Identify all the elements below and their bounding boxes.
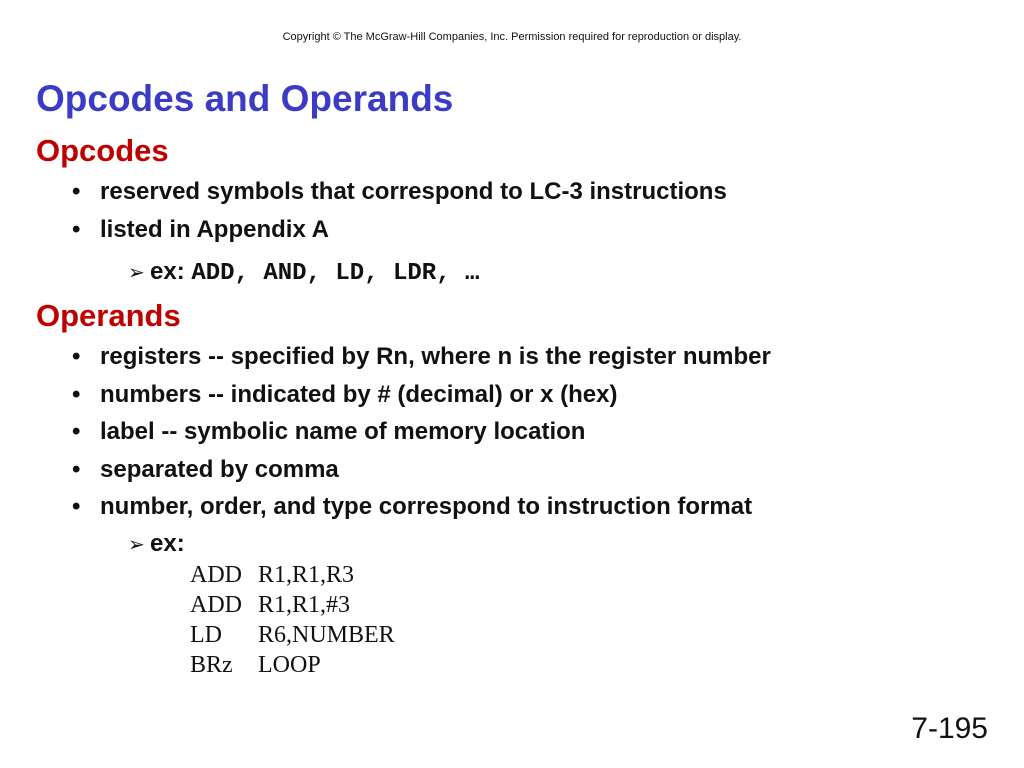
operands-heading: Operands bbox=[36, 298, 181, 333]
opcodes-heading: Opcodes bbox=[36, 133, 169, 168]
arrow-bullet-icon: ➢ bbox=[128, 262, 145, 284]
bullet-item bbox=[72, 216, 329, 244]
bullet-item bbox=[72, 456, 339, 484]
bullet-dot-icon: • bbox=[72, 178, 81, 205]
code-args: LOOP bbox=[258, 652, 321, 678]
bullet-item bbox=[72, 381, 617, 409]
bullet-text: registers -- specified by Rn, where n is the register number bbox=[100, 343, 771, 370]
bullet-text: number, order, and type correspond to instruction format bbox=[100, 493, 753, 520]
example-label: ex: bbox=[150, 530, 185, 557]
bullet-dot-icon: • bbox=[72, 343, 81, 370]
code-opcode: ADD bbox=[190, 592, 242, 618]
slide-title: Opcodes and Operands bbox=[36, 78, 454, 119]
code-line bbox=[190, 562, 354, 589]
bullet-dot-icon: • bbox=[72, 456, 81, 483]
code-line bbox=[190, 622, 395, 649]
bullet-item bbox=[72, 178, 727, 206]
bullet-dot-icon: • bbox=[72, 493, 81, 520]
arrow-bullet-icon: ➢ bbox=[128, 534, 145, 556]
code-opcode: BRz bbox=[190, 652, 233, 678]
bullet-text: numbers -- indicated by # (decimal) or x (hex) bbox=[100, 381, 618, 408]
code-args: R1,R1,#3 bbox=[258, 592, 351, 618]
code-opcode: LD bbox=[190, 622, 222, 648]
code-opcode: ADD bbox=[190, 562, 242, 588]
bullet-text: label -- symbolic name of memory location bbox=[100, 418, 586, 445]
operands-example bbox=[128, 530, 185, 558]
bullet-text: listed in Appendix A bbox=[100, 216, 329, 243]
bullet-text: reserved symbols that correspond to LC-3 instructions bbox=[100, 178, 727, 205]
bullet-dot-icon: • bbox=[72, 216, 81, 243]
bullet-text: separated by comma bbox=[100, 456, 339, 483]
example-code: ADD, AND, LD, LDR, … bbox=[191, 260, 480, 287]
example-prefix: ex: bbox=[150, 258, 192, 285]
bullet-dot-icon: • bbox=[72, 381, 81, 408]
code-line bbox=[190, 592, 350, 619]
page-number: 7-195 bbox=[911, 712, 988, 745]
code-args: R6,NUMBER bbox=[258, 622, 395, 648]
copyright-notice: Copyright © The McGraw-Hill Companies, Inc. Permission required for reproduction or display. bbox=[282, 31, 742, 43]
code-line bbox=[190, 652, 321, 679]
bullet-dot-icon: • bbox=[72, 418, 81, 445]
bullet-item bbox=[72, 493, 752, 521]
opcodes-example bbox=[128, 258, 479, 287]
code-args: R1,R1,R3 bbox=[258, 562, 355, 588]
bullet-item bbox=[72, 418, 585, 446]
bullet-item bbox=[72, 343, 771, 371]
